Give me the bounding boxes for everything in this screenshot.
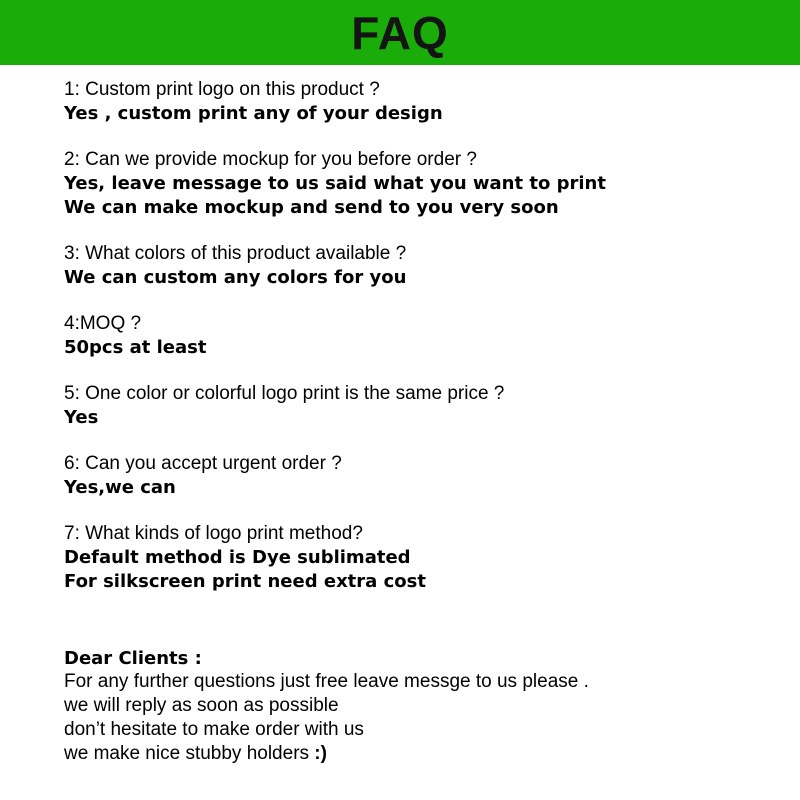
page-title: FAQ <box>351 6 449 59</box>
faq-item <box>64 522 784 594</box>
faq-item <box>64 242 784 290</box>
faq-question: 5: One color or colorful logo print is the same price ? <box>64 383 505 404</box>
smiley-emoticon: :) <box>314 743 327 764</box>
closing-line: For any further questions just free leave messge to us please . <box>64 671 589 692</box>
faq-question: 6: Can you accept urgent order ? <box>64 453 342 474</box>
faq-answer: Default method is Dye sublimated <box>64 547 411 568</box>
closing-title: Dear Clients : <box>64 648 202 669</box>
faq-answer: Yes , custom print any of your design <box>64 103 443 124</box>
faq-answer: For silkscreen print need extra cost <box>64 571 426 592</box>
faq-header-bar <box>0 0 800 65</box>
closing-line: don’t hesitate to make order with us <box>64 719 364 740</box>
faq-answer: Yes <box>64 407 99 428</box>
closing-last-text: we make nice stubby holders <box>64 743 310 764</box>
closing-note <box>64 647 784 766</box>
faq-answer: Yes,we can <box>64 477 176 498</box>
faq-list <box>64 78 784 616</box>
faq-item <box>64 452 784 500</box>
faq-item <box>64 382 784 430</box>
closing-line: we will reply as soon as possible <box>64 695 339 716</box>
faq-item <box>64 148 784 220</box>
faq-question: 1: Custom print logo on this product ? <box>64 79 380 100</box>
closing-line-last <box>64 742 784 766</box>
faq-item <box>64 78 784 126</box>
faq-answer: We can make mockup and send to you very soon <box>64 197 559 218</box>
faq-item <box>64 312 784 360</box>
faq-answer: We can custom any colors for you <box>64 267 407 288</box>
faq-question: 4:MOQ ? <box>64 313 142 334</box>
faq-answer: 50pcs at least <box>64 337 207 358</box>
faq-answer: Yes, leave message to us said what you want to print <box>64 173 606 194</box>
faq-question: 3: What colors of this product available ? <box>64 243 407 264</box>
faq-question: 2: Can we provide mockup for you before order ? <box>64 149 477 170</box>
faq-question: 7: What kinds of logo print method? <box>64 523 363 544</box>
